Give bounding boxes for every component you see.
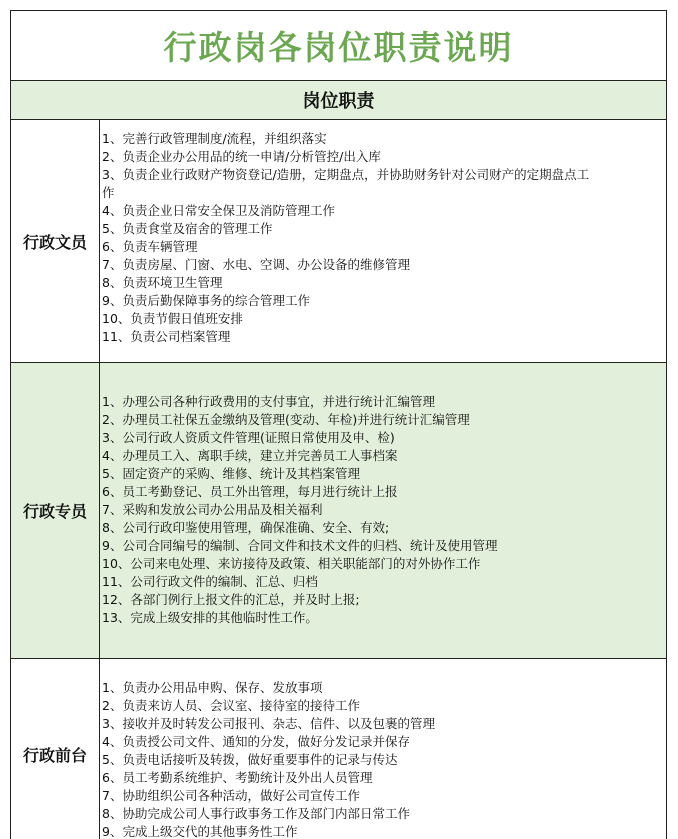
- duty-item: 10、公司来电处理、来访接待及政策、相关职能部门的对外协作工作: [102, 556, 481, 571]
- duty-item: 4、负责企业日常安全保卫及消防管理工作: [102, 203, 335, 218]
- duty-list: [100, 659, 666, 839]
- duty-item: 2、负责企业办公用品的统一申请/分析管控/出入库: [102, 149, 381, 164]
- duty-item: 5、负责食堂及宿舍的管理工作: [102, 221, 273, 236]
- title-row: [11, 11, 666, 81]
- duty-item: 6、员工考勤系统维护、考勤统计及外出人员管理: [102, 770, 373, 785]
- duty-item: 3、负责企业行政财产物资登记/造册，定期盘点，并协助财务针对公司财产的定期盘点工作: [102, 167, 590, 200]
- duty-item: 3、公司行政人资质文件管理(证照日常使用及申、检): [102, 430, 395, 445]
- duty-item: 1、完善行政管理制度/流程，并组织落实: [102, 131, 327, 146]
- duty-item: 11、公司行政文件的编制、汇总、归档: [102, 574, 318, 589]
- duty-item: 5、负责电话接听及转拨，做好重要事件的记录与传达: [102, 752, 398, 767]
- duty-item: 7、协助组织公司各种活动，做好公司宣传工作: [102, 788, 360, 803]
- duty-item: 9、完成上级交代的其他事务性工作: [102, 824, 298, 839]
- page-title: 行政岗各岗位职责说明: [163, 28, 514, 67]
- duty-item: 8、协助完成公司人事行政事务工作及部门内部日常工作: [102, 806, 410, 821]
- duty-item: 7、采购和发放公司办公用品及相关福利: [102, 502, 323, 517]
- duty-item: 4、办理员工入、离职手续，建立并完善员工人事档案: [102, 448, 398, 463]
- role-row-front-desk: [11, 659, 666, 839]
- role-name: 行政文员: [22, 232, 87, 252]
- duty-item: 4、负责授公司文件、通知的分发，做好分发记录并保存: [102, 734, 410, 749]
- header-row: [11, 81, 666, 120]
- duty-item: 10、负责节假日值班安排: [102, 311, 243, 326]
- duty-item: 12、各部门例行上报文件的汇总，并及时上报;: [102, 592, 360, 607]
- column-header: 岗位职责: [302, 91, 375, 112]
- role-name: 行政专员: [22, 502, 87, 521]
- duty-item: 1、办理公司各种行政费用的支付事宜，并进行统计汇编管理: [102, 394, 435, 409]
- role-row-admin-specialist: [11, 363, 666, 659]
- duty-item: 3、接收并及时转发公司报刊、杂志、信件、以及包裹的管理: [102, 716, 435, 731]
- duty-item: 8、负责环境卫生管理: [102, 275, 223, 290]
- role-name: 行政前台: [22, 745, 87, 765]
- duty-item: 13、完成上级安排的其他临时性工作。: [102, 610, 318, 625]
- duty-item: 6、员工考勤登记、员工外出管理，每月进行统计上报: [102, 484, 398, 499]
- duty-item: 6、负责车辆管理: [102, 239, 198, 254]
- duty-item: 2、负责来访人员、会议室、接待室的接待工作: [102, 698, 360, 713]
- duty-item: 2、办理员工社保五金缴纳及管理(变动、年检)并进行统计汇编管理: [102, 412, 470, 427]
- role-cell: [11, 363, 100, 658]
- duty-item: 1、负责办公用品申购、保存、发放事项: [102, 680, 323, 695]
- role-cell: [11, 120, 100, 362]
- duty-list: [100, 120, 666, 362]
- duty-item: 9、公司合同编号的编制、合同文件和技术文件的归档、统计及使用管理: [102, 538, 498, 553]
- duty-item: 9、负责后勤保障事务的综合管理工作: [102, 293, 310, 308]
- duty-item: 7、负责房屋、门窗、水电、空调、办公设备的维修管理: [102, 257, 410, 272]
- duties-table: [10, 10, 667, 839]
- duty-item: 11、负责公司档案管理: [102, 329, 231, 344]
- duty-list: [100, 363, 666, 658]
- duty-item: 5、固定资产的采购、维修、统计及其档案管理: [102, 466, 360, 481]
- role-cell: [11, 659, 100, 839]
- role-row-admin-clerk: [11, 120, 666, 363]
- duty-item: 8、公司行政印鉴使用管理，确保准确、安全、有效;: [102, 520, 390, 535]
